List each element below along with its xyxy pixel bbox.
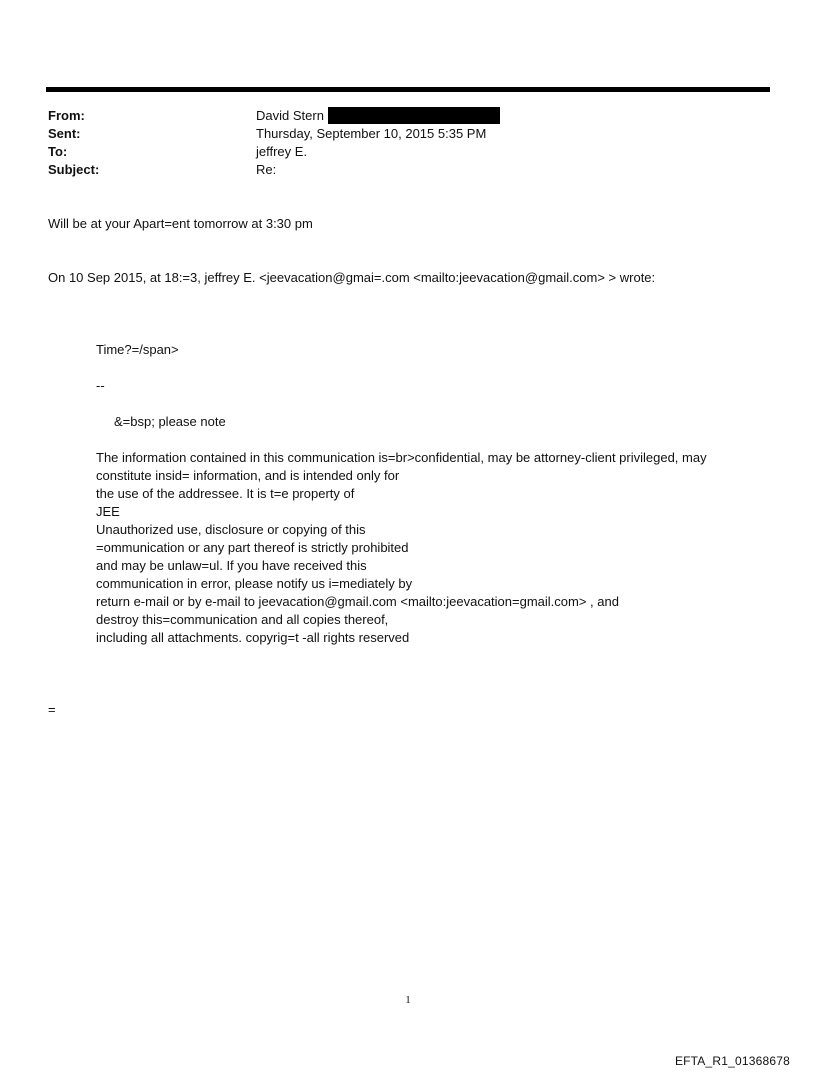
to-value: jeffrey E. [256, 144, 308, 159]
disclaimer-line: and may be unlaw=ul. If you have received this [96, 558, 367, 573]
to-label: To: [48, 144, 68, 159]
page-number: 1 [405, 994, 411, 1006]
sent-row [48, 125, 748, 143]
quote-header: On 10 Sep 2015, at 18:=3, jeffrey E. <jeevacation@gmai=.com <mailto:jeevacation@gmail.com> > wrote: [48, 270, 656, 285]
sender-name: David Stern [256, 108, 324, 123]
from-label: From: [48, 108, 85, 123]
reply-line: Will be at your Apart=ent tomorrow at 3:30 pm [48, 216, 313, 231]
redaction-block [328, 107, 500, 124]
disclaimer-line: communication in error, please notify us i=mediately by [96, 576, 413, 591]
from-value [256, 107, 500, 125]
from-row [48, 107, 748, 125]
document-id: EFTA_R1_01368678 [674, 1054, 790, 1068]
email-header [48, 107, 748, 179]
header-rule [46, 87, 770, 92]
disclaimer-line: destroy this=communication and all copies thereof, [96, 612, 389, 627]
subject-row [48, 161, 748, 179]
signature-separator: -- [96, 378, 105, 393]
subject-value: Re: [256, 162, 277, 177]
disclaimer-line: =ommunication or any part thereof is strictly prohibited [96, 540, 409, 555]
disclaimer-block [96, 449, 776, 647]
please-note-line: &=bsp; please note [114, 414, 226, 429]
quoted-text: Time?=/span> [96, 342, 179, 357]
to-row [48, 143, 748, 161]
disclaimer-line: constitute insid= information, and is intended only for [96, 468, 400, 483]
trailing-char: = [48, 702, 56, 717]
disclaimer-line: JEE [96, 504, 120, 519]
disclaimer-line: The information contained in this communication is=br>confidential, may be attorney-client privileged, may [96, 450, 707, 465]
disclaimer-line: the use of the addressee. It is t=e property of [96, 486, 355, 501]
disclaimer-line: return e-mail or by e-mail to jeevacation@gmail.com <mailto:jeevacation=gmail.com> , and [96, 594, 619, 609]
sent-value: Thursday, September 10, 2015 5:35 PM [256, 126, 487, 141]
disclaimer-line: including all attachments. copyrig=t -all rights reserved [96, 630, 410, 645]
sent-label: Sent: [48, 126, 81, 141]
subject-label: Subject: [48, 162, 100, 177]
disclaimer-line: Unauthorized use, disclosure or copying of this [96, 522, 366, 537]
